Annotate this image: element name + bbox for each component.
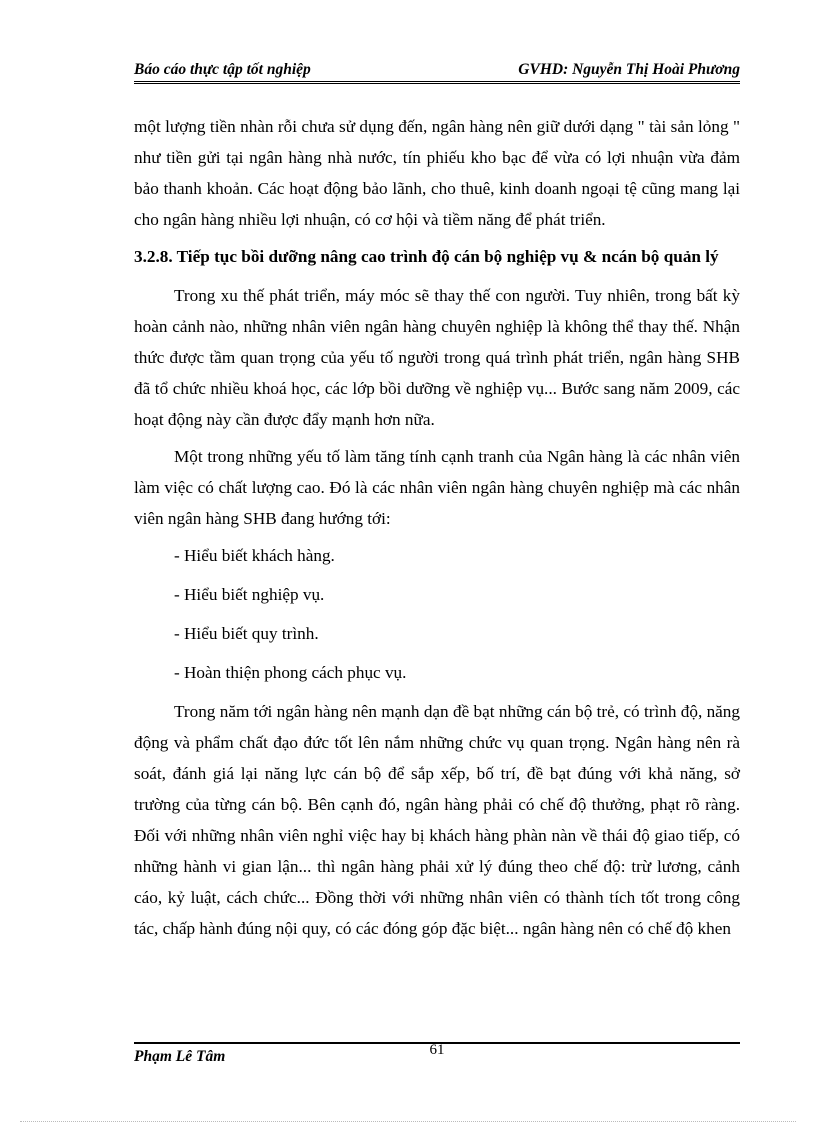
page-header [134, 57, 740, 84]
page-edge-divider [20, 1121, 796, 1122]
paragraph-trends: Trong xu thế phát triển, máy móc sẽ thay thế con người. Tuy nhiên, trong bất kỳ hoàn cảnh nào, những nhân viên ngân hàng chuyên nghiệp là không thể thay thế. Nhận thức được tầm quan trọng của yếu tố người trong quá trình phát triển, ngân hàng SHB đã tổ chức nhiều khoá học, các lớp bồi dưỡng về nghiệp vụ... Bước sang năm 2009, các hoạt động này cần được đẩy mạnh hơn nữa. [134, 286, 740, 429]
header-report-title: Báo cáo thực tập tốt nghiệp [134, 61, 311, 78]
bullet-item: - Hoàn thiện phong cách phục vụ. [174, 663, 407, 682]
bullet-item: - Hiểu biết quy trình. [174, 624, 319, 643]
page-footer [134, 1042, 740, 1065]
paragraph-competitiveness: Một trong những yếu tố làm tăng tính cạnh tranh của Ngân hàng là các nhân viên làm việc có chất lượng cao. Đó là các nhân viên ngân hàng chuyên nghiệp mà các nhân viên ngân hàng SHB đang hướng tới: [134, 447, 740, 528]
bullet-item: - Hiểu biết nghiệp vụ. [174, 585, 325, 604]
paragraph-continuation: một lượng tiền nhàn rỗi chưa sử dụng đến, ngân hàng nên giữ dưới dạng " tài sản lỏng " như tiền gửi tại ngân hàng nhà nước, tín phiếu kho bạc để vừa có lợi nhuận vừa đảm bảo thanh khoản. Các hoạt động bảo lãnh, cho thuê, kinh doanh ngoại tệ cũng mang lại cho ngân hàng nhiều lợi nhuận, có cơ hội và tiềm năng để phát triển. [134, 117, 740, 229]
paragraph-promotion: Trong năm tới ngân hàng nên mạnh dạn đề bạt những cán bộ trẻ, có trình độ, năng động và phẩm chất đạo đức tốt lên nắm những chức vụ quan trọng. Ngân hàng nên rà soát, đánh giá lại năng lực cán bộ để sắp xếp, bố trí, đề bạt đúng với khả năng, sở trường của từng cán bộ. Bên cạnh đó, ngân hàng phải có chế độ thưởng, phạt rõ ràng. Đối với những nhân viên nghỉ việc hay bị khách hàng phàn nàn về thái độ giao tiếp, có những hành vi gian lận... thì ngân hàng phải xử lý đúng theo chế độ: trừ lương, cảnh cáo, kỷ luật, cách chức... Đồng thời với những nhân viên có thành tích tốt trong công tác, chấp hành đúng nội quy, có các đóng góp đặc biệt... ngân hàng nên có chế độ khen [134, 702, 740, 938]
page-content [134, 111, 740, 950]
page-number: 61 [429, 1042, 445, 1058]
footer-author: Phạm Lê Tâm [134, 1048, 226, 1065]
header-supervisor: GVHD: Nguyễn Thị Hoài Phương [518, 61, 740, 78]
bullet-item: - Hiểu biết khách hàng. [174, 546, 335, 565]
section-heading: 3.2.8. Tiếp tục bồi dưỡng nâng cao trình độ cán bộ nghiệp vụ & ncán bộ quản lý [134, 247, 719, 266]
